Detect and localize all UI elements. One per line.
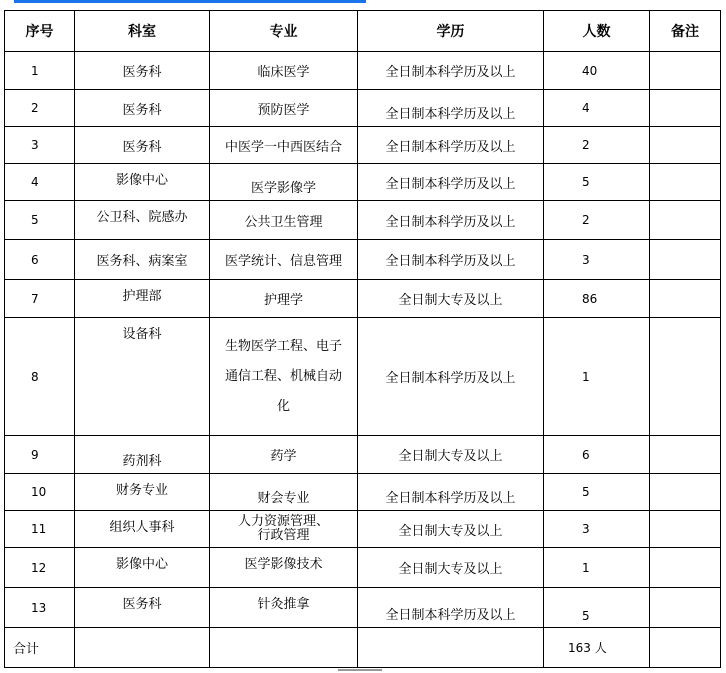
- table-row: [5, 280, 721, 318]
- row-education: 全日制本科学历及以上: [358, 240, 544, 280]
- row-education: 全日制本科学历及以上: [358, 318, 544, 436]
- row-note: [650, 127, 721, 164]
- total-label: 合计: [5, 628, 75, 668]
- table-row: [5, 201, 721, 240]
- row-index: 6: [5, 240, 75, 280]
- row-index: 9: [5, 436, 75, 474]
- row-department: 组织人事科: [75, 511, 210, 548]
- row-major: 医学统计、信息管理: [210, 240, 358, 280]
- total-row: [5, 628, 721, 668]
- row-note: [650, 436, 721, 474]
- top-accent-line: [14, 0, 366, 3]
- row-department: 设备科: [75, 318, 210, 436]
- row-major: 医学影像技术: [210, 548, 358, 588]
- row-department: 医务科: [75, 588, 210, 628]
- row-education: 全日制本科学历及以上: [358, 90, 544, 127]
- row-major-line: 生物医学工程、电子: [224, 338, 342, 354]
- table-row: [5, 588, 721, 628]
- row-index: 8: [5, 318, 75, 436]
- row-count: 40: [544, 52, 650, 90]
- header-department: 科室: [75, 11, 210, 52]
- total-empty-cell: [210, 628, 358, 668]
- total-empty-cell: [358, 628, 544, 668]
- row-index: 12: [5, 548, 75, 588]
- row-major: 财会专业: [210, 474, 358, 511]
- row-count: 2: [544, 201, 650, 240]
- row-major: 公共卫生管理: [210, 201, 358, 240]
- row-count: 4: [544, 90, 650, 127]
- row-note: [650, 164, 721, 201]
- table-row: [5, 436, 721, 474]
- row-education: 全日制大专及以上: [358, 548, 544, 588]
- row-department: 药剂科: [75, 436, 210, 474]
- recruitment-table: [4, 10, 721, 668]
- row-count: 3: [544, 511, 650, 548]
- header-index: 序号: [5, 11, 75, 52]
- row-major: 预防医学: [210, 90, 358, 127]
- row-index: 2: [5, 90, 75, 127]
- row-education: 全日制本科学历及以上: [358, 52, 544, 90]
- row-count: 6: [544, 436, 650, 474]
- row-education: 全日制大专及以上: [358, 436, 544, 474]
- row-note: [650, 52, 721, 90]
- row-department: 影像中心: [75, 548, 210, 588]
- header-note: 备注: [650, 11, 721, 52]
- header-count: 人数: [544, 11, 650, 52]
- row-index: 1: [5, 52, 75, 90]
- row-education: 全日制本科学历及以上: [358, 474, 544, 511]
- row-major-line: 化: [276, 398, 290, 414]
- row-department: 医务科: [75, 127, 210, 164]
- table-row: [5, 474, 721, 511]
- header-row: [5, 11, 721, 52]
- table-row: [5, 164, 721, 201]
- row-note: [650, 201, 721, 240]
- row-count: 1: [544, 318, 650, 436]
- row-major-line: 行政管理: [257, 528, 310, 543]
- row-major: [210, 318, 358, 436]
- row-education: 全日制大专及以上: [358, 511, 544, 548]
- row-index: 13: [5, 588, 75, 628]
- row-department: 医务科: [75, 52, 210, 90]
- row-major: 护理学: [210, 280, 358, 318]
- total-empty-cell: [650, 628, 721, 668]
- row-note: [650, 280, 721, 318]
- row-education: 全日制本科学历及以上: [358, 164, 544, 201]
- row-education: 全日制本科学历及以上: [358, 201, 544, 240]
- row-department: 医务科: [75, 90, 210, 127]
- row-department: 公卫科、院感办: [75, 201, 210, 240]
- row-count: 5: [544, 588, 650, 628]
- row-department: 医务科、病案室: [75, 240, 210, 280]
- row-education: 全日制本科学历及以上: [358, 588, 544, 628]
- header-major: 专业: [210, 11, 358, 52]
- header-education: 学历: [358, 11, 544, 52]
- row-index: 4: [5, 164, 75, 201]
- row-note: [650, 588, 721, 628]
- table-row: [5, 90, 721, 127]
- row-note: [650, 240, 721, 280]
- table-row: [5, 511, 721, 548]
- row-count: 1: [544, 548, 650, 588]
- row-education: 全日制本科学历及以上: [358, 127, 544, 164]
- row-count: 5: [544, 474, 650, 511]
- row-count: 3: [544, 240, 650, 280]
- table-row: [5, 127, 721, 164]
- row-major: [210, 511, 358, 548]
- row-index: 10: [5, 474, 75, 511]
- row-note: [650, 548, 721, 588]
- row-major-line: 通信工程、机械自动: [224, 368, 342, 384]
- table-row: [5, 548, 721, 588]
- row-major: 药学: [210, 436, 358, 474]
- row-count: 86: [544, 280, 650, 318]
- row-index: 11: [5, 511, 75, 548]
- row-department: 护理部: [75, 280, 210, 318]
- row-major: 针灸推拿: [210, 588, 358, 628]
- row-major: 临床医学: [210, 52, 358, 90]
- bottom-mark: [338, 669, 382, 671]
- row-education: 全日制大专及以上: [358, 280, 544, 318]
- total-count: 163 人: [544, 628, 650, 668]
- table-row: [5, 318, 721, 436]
- total-empty-cell: [75, 628, 210, 668]
- row-note: [650, 511, 721, 548]
- row-department: 影像中心: [75, 164, 210, 201]
- row-count: 5: [544, 164, 650, 201]
- row-note: [650, 90, 721, 127]
- row-note: [650, 318, 721, 436]
- row-index: 3: [5, 127, 75, 164]
- row-index: 7: [5, 280, 75, 318]
- row-major: 医学影像学: [210, 164, 358, 201]
- row-department: 财务专业: [75, 474, 210, 511]
- row-count: 2: [544, 127, 650, 164]
- table-row: [5, 240, 721, 280]
- row-index: 5: [5, 201, 75, 240]
- row-note: [650, 474, 721, 511]
- row-major-line: 人力资源管理、: [237, 514, 329, 529]
- row-major: 中医学一中西医结合: [210, 127, 358, 164]
- table-row: [5, 52, 721, 90]
